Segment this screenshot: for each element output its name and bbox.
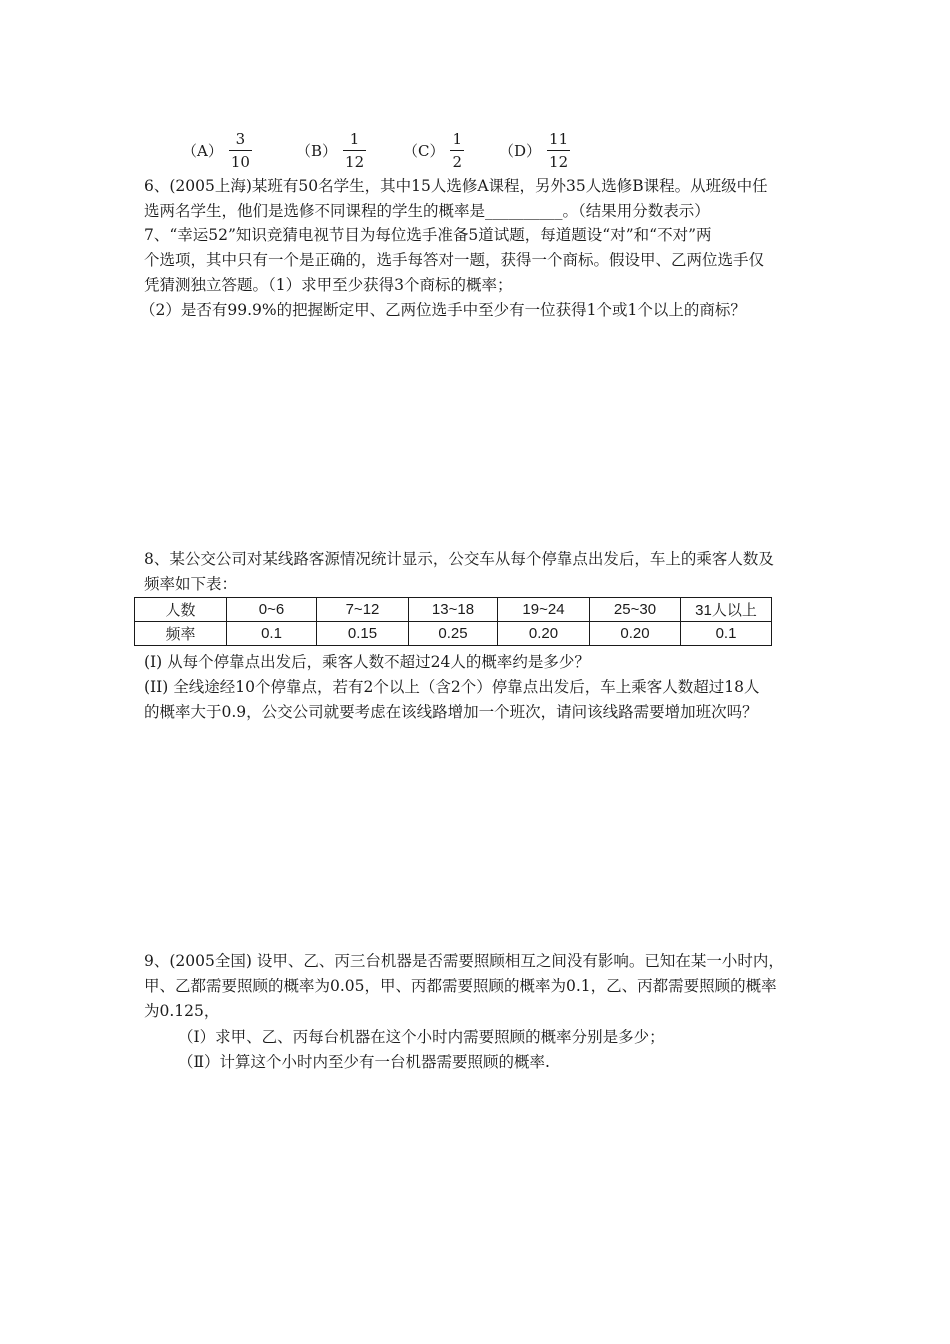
- fraction-b-numerator: 1: [349, 129, 360, 148]
- option-c: [403, 127, 464, 173]
- question-8-line-2: 频率如下表：: [144, 575, 238, 593]
- fraction-d: [547, 130, 570, 171]
- frequency-table: [134, 597, 772, 646]
- option-d-label: （D）: [499, 141, 542, 160]
- fraction-d-numerator: 11: [549, 129, 569, 148]
- fraction-a-numerator: 3: [235, 129, 246, 148]
- table-cell: 19~24: [498, 598, 590, 622]
- table-cell: 人数: [135, 598, 227, 622]
- option-b: [296, 127, 366, 173]
- fraction-b: [343, 130, 366, 171]
- question-9-line-1: 9、(2005全国) 设甲、乙、丙三台机器是否需要照顾相互之间没有影响。已知在某一小时内，: [144, 952, 784, 970]
- option-a-label: （A）: [182, 141, 223, 160]
- table-cell: 7~12: [317, 598, 409, 622]
- question-9-line-2: 甲、乙都需要照顾的概率为0.05，甲、丙都需要照顾的概率为0.1，乙、丙都需要照顾的概率: [144, 977, 777, 995]
- fraction-a-denominator: 10: [230, 152, 250, 171]
- option-a: [182, 127, 252, 173]
- table-cell: 0~6: [227, 598, 317, 622]
- table-cell: 频率: [135, 622, 227, 646]
- table-row-frequency: [135, 622, 772, 646]
- question-6-line-1: 6、(2005上海)某班有50名学生，其中15人选修A课程，另外35人选修B课程。从班级中任: [144, 177, 768, 195]
- table-cell: 0.20: [498, 622, 590, 646]
- option-b-label: （B）: [296, 141, 338, 160]
- question-8-part-2-line-1: (II) 全线途经10个停靠点，若有2个以上（含2个）停靠点出发后，车上乘客人数超过18人: [144, 678, 760, 696]
- table-cell: 0.15: [317, 622, 409, 646]
- table-cell: 0.25: [409, 622, 498, 646]
- question-8-line-1: 8、某公交公司对某线路客源情况统计显示，公交车从每个停靠点出发后，车上的乘客人数及: [144, 550, 774, 568]
- fraction-bar: [450, 150, 464, 151]
- question-9-part-2: （Ⅱ）计算这个小时内至少有一台机器需要照顾的概率.: [178, 1053, 550, 1071]
- question-6-line-2: 选两名学生，他们是选修不同课程的学生的概率是__________。（结果用分数表示）: [144, 202, 710, 220]
- question-9-line-3: 为0.125，: [144, 1002, 220, 1020]
- question-7-line-1: 7、“幸运52”知识竞猜电视节目为每位选手准备5道试题，每道题设“对”和“不对”两: [144, 226, 712, 244]
- question-7-line-2: 个选项，其中只有一个是正确的，选手每答对一题，获得一个商标。假设甲、乙两位选手仅: [144, 251, 765, 269]
- question-7-line-3: 凭猜测独立答题。（1）求甲至少获得3个商标的概率；: [144, 276, 513, 294]
- question-7-line-4: （2）是否有99.9%的把握断定甲、乙两位选手中至少有一位获得1个或1个以上的商标？: [140, 301, 746, 319]
- table-row-header: [135, 598, 772, 622]
- fraction-bar: [343, 150, 366, 151]
- option-d: [499, 127, 570, 173]
- option-c-label: （C）: [403, 141, 445, 160]
- table-cell: 0.1: [227, 622, 317, 646]
- fraction-c: [450, 130, 464, 171]
- question-8-part-1: (I) 从每个停靠点出发后，乘客人数不超过24人的概率约是多少？: [144, 653, 590, 671]
- fraction-c-denominator: 2: [452, 152, 463, 171]
- fraction-d-denominator: 12: [549, 152, 569, 171]
- fraction-b-denominator: 12: [345, 152, 365, 171]
- table-cell: 0.20: [590, 622, 681, 646]
- fraction-c-numerator: 1: [452, 129, 463, 148]
- fraction-bar: [547, 150, 570, 151]
- table-cell: 25~30: [590, 598, 681, 622]
- table-cell: 0.1: [681, 622, 772, 646]
- question-9-part-1: （Ⅰ）求甲、乙、丙每台机器在这个小时内需要照顾的概率分别是多少；: [178, 1028, 665, 1046]
- fraction-a: [229, 130, 252, 171]
- table-cell: 31人以上: [681, 598, 772, 622]
- fraction-bar: [229, 150, 252, 151]
- table-cell: 13~18: [409, 598, 498, 622]
- question-8-part-2-line-2: 的概率大于0.9，公交公司就要考虑在该线路增加一个班次，请问该线路需要增加班次吗？: [144, 703, 758, 721]
